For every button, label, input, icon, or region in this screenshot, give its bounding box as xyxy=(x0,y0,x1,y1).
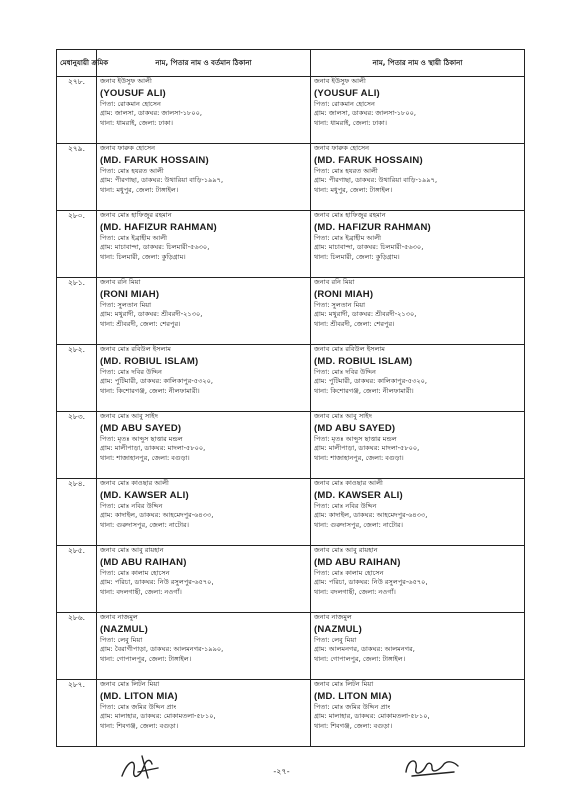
permanent-address-cell xyxy=(311,77,525,144)
table-row xyxy=(57,479,525,546)
header-serial: মেধানুযায়ী ক্রমিক xyxy=(57,50,97,77)
candidate-table xyxy=(56,49,525,747)
village-postoffice: গ্রাম: পীরগাছা, ডাকঘর: উথারিয়া বাড়ি-১৯৯৭, xyxy=(100,176,224,185)
name-bangla: জনাব মোঃ লিটন মিয়া xyxy=(100,680,160,688)
father-name: পিতা: মোঃ ইব্রাহীম আলী xyxy=(100,233,168,242)
village-postoffice: গ্রাম: মাচাবান্দা, ডাকঘর: চিলমারী-৫৬৩০, xyxy=(314,243,424,252)
table-row xyxy=(57,412,525,479)
present-address-cell xyxy=(97,345,311,412)
thana-district: থানা: শিবগঞ্জ, জেলা: বগুড়া। xyxy=(314,721,393,730)
thana-district: থানা: গোপালপুর, জেলা: টাঙ্গাইল। xyxy=(314,654,406,663)
father-name: পিতা: মোঃ হযরত আলী xyxy=(100,166,164,175)
table-row xyxy=(57,345,525,412)
name-bangla: জনাব মোঃ আবু সাইদ xyxy=(100,412,158,420)
village-postoffice: গ্রাম: জালসা, ডাকঘর: জালসা-১৮০০, xyxy=(314,109,417,118)
name-english: (YOUSUF ALI) xyxy=(100,87,166,99)
table-header-row xyxy=(57,50,525,77)
village-postoffice: গ্রাম: মালাহার, ডাকঘর: মোকামতলা-৫৮১০, xyxy=(100,712,216,721)
name-bangla: জনাব ইউসুফ আলী xyxy=(100,77,152,85)
name-english: (MD ABU RAIHAN) xyxy=(100,556,187,568)
serial-cell: ২৮৪. xyxy=(57,479,97,546)
present-address-cell xyxy=(97,77,311,144)
name-english: (MD. KAWSER ALI) xyxy=(100,489,189,501)
permanent-address-cell xyxy=(311,278,525,345)
father-name: পিতা: রোকমান হোসেন xyxy=(314,99,375,108)
serial-cell: ২৮১. xyxy=(57,278,97,345)
father-name: পিতা: মৃতঃ আব্দুস ছাত্তার মন্ডল xyxy=(100,434,183,443)
name-bangla: জনাব মোঃ রবিউল ইসলাম xyxy=(314,345,385,353)
permanent-address-cell xyxy=(311,345,525,412)
present-address-cell xyxy=(97,680,311,747)
father-name: পিতা: সুলতান মিয়া xyxy=(314,300,366,309)
table-row xyxy=(57,613,525,680)
header-present-address: নাম, পিতার নাম ও বর্তমান ঠিকানা xyxy=(97,50,311,77)
name-english: (MD. ROBIUL ISLAM) xyxy=(314,355,413,367)
village-postoffice: গ্রাম: পুটিমারী, ডাকঘর: কালিকাপুর-৫৩২০, xyxy=(314,377,428,386)
thana-district: থানা: গোপালপুর, জেলা: টাঙ্গাইল। xyxy=(100,654,192,663)
village-postoffice: গ্রাম: মালাহার, ডাকঘর: মোকামতলা-৫৮১০, xyxy=(314,712,430,721)
name-english: (MD. FARUK HOSSAIN) xyxy=(100,154,209,166)
header-permanent-address: নাম, পিতার নাম ও স্থায়ী ঠিকানা xyxy=(311,50,525,77)
permanent-address-cell xyxy=(311,680,525,747)
present-address-cell xyxy=(97,412,311,479)
thana-district: থানা: শাজাহানপুর, জেলা: বগুড়া। xyxy=(314,453,404,462)
name-bangla: জনাব ফারুক হোসেন xyxy=(314,144,370,152)
table-row xyxy=(57,278,525,345)
name-bangla: জনাব ইউসুফ আলী xyxy=(314,77,366,85)
name-bangla: জনাব নাজমুল xyxy=(314,613,352,621)
father-name: পিতা: মোঃ নবির উদ্দিন xyxy=(314,501,377,510)
thana-district: থানা: কিশোরগঞ্জ, জেলা: নীলফামারী। xyxy=(314,386,414,395)
father-name: পিতা: লেবু মিয়া xyxy=(100,635,143,644)
page-number: -২৭- xyxy=(273,767,290,776)
thana-district: থানা: ধামরাই, জেলা: ঢাকা। xyxy=(314,118,388,127)
thana-district: থানা: শ্রীবরদী, জেলা: শেরপুর। xyxy=(100,319,181,328)
name-bangla: জনাব ফারুক হোসেন xyxy=(100,144,156,152)
name-bangla: জনাব মোঃ হাফিজুর রহমান xyxy=(314,211,386,219)
name-english: (MD ABU RAIHAN) xyxy=(314,556,401,568)
thana-district: থানা: মধুপুর, জেলা: টাঙ্গাইল। xyxy=(314,185,393,194)
table-body xyxy=(57,77,525,747)
serial-cell: ২৮০. xyxy=(57,211,97,278)
name-bangla: জনাব রনি মিয়া xyxy=(100,278,141,286)
permanent-address-cell xyxy=(311,546,525,613)
right-signature xyxy=(402,752,462,782)
village-postoffice: গ্রাম: পরিচা, ডাকঘর: নিউ রসুলপুর-৬৫৭০, xyxy=(100,578,214,587)
permanent-address-cell xyxy=(311,613,525,680)
thana-district: থানা: ধামরাই, জেলা: ঢাকা। xyxy=(100,118,174,127)
village-postoffice: গ্রাম: মাচাবান্দা, ডাকঘর: চিলমারী-৫৬৩০, xyxy=(100,243,210,252)
serial-cell: ২৮২. xyxy=(57,345,97,412)
father-name: পিতা: মোঃ ইব্রাহীম আলী xyxy=(314,233,382,242)
name-english: (MD. HAFIZUR RAHMAN) xyxy=(100,221,217,233)
father-name: পিতা: মোঃ নবির উদ্দিন xyxy=(100,501,163,510)
present-address-cell xyxy=(97,546,311,613)
thana-district: থানা: গুরুদাসপুর, জেলা: নাটোর। xyxy=(100,520,189,529)
village-postoffice: গ্রাম: আলমনগর, ডাকঘর: আলমনগর, xyxy=(314,645,415,654)
father-name: পিতা: মোঃ জমির উদ্দিন প্রাং xyxy=(314,702,391,711)
father-name: পিতা: মোঃ কালাম হোসেন xyxy=(314,568,384,577)
thana-district: থানা: শ্রীবরদী, জেলা: শেরপুর। xyxy=(314,319,395,328)
thana-district: থানা: শাজাহানপুর, জেলা: বগুড়া। xyxy=(100,453,190,462)
village-postoffice: গ্রাম: মথুরাদী, ডাকঘর: শ্রীবরদী-২১৩০, xyxy=(314,310,417,319)
table-row xyxy=(57,77,525,144)
table-row xyxy=(57,144,525,211)
father-name: পিতা: মোঃ দবির উদ্দিন xyxy=(314,367,376,376)
father-name: পিতা: মোঃ কালাম হোসেন xyxy=(100,568,170,577)
name-english: (MD. ROBIUL ISLAM) xyxy=(100,355,199,367)
name-bangla: জনাব রনি মিয়া xyxy=(314,278,355,286)
thana-district: থানা: চিলমারী, জেলা: কুড়িগ্রাম। xyxy=(314,252,400,261)
father-name: পিতা: মৃতঃ আব্দুস ছাত্তার মন্ডল xyxy=(314,434,397,443)
father-name: পিতা: মোঃ জমির উদ্দিন প্রাং xyxy=(100,702,177,711)
permanent-address-cell xyxy=(311,144,525,211)
name-english: (MD. LITON MIA) xyxy=(100,690,178,702)
village-postoffice: গ্রাম: জালসা, ডাকঘর: জালসা-১৮০০, xyxy=(100,109,203,118)
serial-cell: ২৭৮. xyxy=(57,77,97,144)
present-address-cell xyxy=(97,613,311,680)
thana-district: থানা: চিলমারী, জেলা: কুড়িগ্রাম। xyxy=(100,252,186,261)
name-english: (MD. KAWSER ALI) xyxy=(314,489,403,501)
name-bangla: জনাব মোঃ কাওছার আলী xyxy=(100,479,169,487)
thana-district: থানা: মধুপুর, জেলা: টাঙ্গাইল। xyxy=(100,185,179,194)
name-english: (MD. HAFIZUR RAHMAN) xyxy=(314,221,431,233)
name-english: (NAZMUL) xyxy=(314,623,363,635)
serial-cell: ২৮৫. xyxy=(57,546,97,613)
serial-cell: ২৮৬. xyxy=(57,613,97,680)
thana-district: থানা: কিশোরগঞ্জ, জেলা: নীলফামারী। xyxy=(100,386,200,395)
father-name: পিতা: লেবু মিয়া xyxy=(314,635,357,644)
serial-cell: ২৭৯. xyxy=(57,144,97,211)
name-bangla: জনাব মোঃ আবু সাইদ xyxy=(314,412,372,420)
permanent-address-cell xyxy=(311,211,525,278)
name-english: (NAZMUL) xyxy=(100,623,149,635)
name-english: (MD ABU SAYED) xyxy=(314,422,396,434)
present-address-cell xyxy=(97,144,311,211)
father-name: পিতা: রোকমান হোসেন xyxy=(100,99,161,108)
name-bangla: জনাব মোঃ রবিউল ইসলাম xyxy=(100,345,171,353)
thana-district: থানা: বদলগাছী, জেলা: নওগাঁ। xyxy=(314,587,396,596)
name-english: (YOUSUF ALI) xyxy=(314,87,380,99)
village-postoffice: গ্রাম: পরিচা, ডাকঘর: নিউ রসুলপুর-৬৫৭০, xyxy=(314,578,428,587)
present-address-cell xyxy=(97,211,311,278)
name-english: (RONI MIAH) xyxy=(314,288,374,300)
father-name: পিতা: সুলতান মিয়া xyxy=(100,300,152,309)
name-english: (RONI MIAH) xyxy=(100,288,160,300)
thana-district: থানা: শিবগঞ্জ, জেলা: বগুড়া। xyxy=(100,721,179,730)
village-postoffice: গ্রাম: মালীপাড়া, ডাকঘর: মাদলা-৫৮০০, xyxy=(100,444,206,453)
name-bangla: জনাব নাজমুল xyxy=(100,613,138,621)
name-bangla: জনাব মোঃ লিটন মিয়া xyxy=(314,680,374,688)
table-row xyxy=(57,680,525,747)
name-bangla: জনাব মোঃ আবু রায়হান xyxy=(314,546,378,554)
present-address-cell xyxy=(97,278,311,345)
village-postoffice: গ্রাম: বৈরাগীপাড়া, ডাকঘর: আলমনগর-১৯৯০, xyxy=(100,645,224,654)
thana-district: থানা: গুরুদাসপুর, জেলা: নাটোর। xyxy=(314,520,403,529)
father-name: পিতা: মোঃ হযরত আলী xyxy=(314,166,378,175)
village-postoffice: গ্রাম: পুটিমারী, ডাকঘর: কালিকাপুর-৫৩২০, xyxy=(100,377,214,386)
name-english: (MD. LITON MIA) xyxy=(314,690,392,702)
name-bangla: জনাব মোঃ হাফিজুর রহমান xyxy=(100,211,172,219)
village-postoffice: গ্রাম: কাদাইল, ডাকঘর: আহমেদপুর-৬৪৩৩, xyxy=(314,511,428,520)
serial-cell: ২৮৩. xyxy=(57,412,97,479)
village-postoffice: গ্রাম: পীরগাছা, ডাকঘর: উথারিয়া বাড়ি-১৯৯৭, xyxy=(314,176,438,185)
father-name: পিতা: মোঃ দবির উদ্দিন xyxy=(100,367,162,376)
village-postoffice: গ্রাম: কাদাইল, ডাকঘর: আহমেদপুর-৬৪৩৩, xyxy=(100,511,214,520)
permanent-address-cell xyxy=(311,412,525,479)
present-address-cell xyxy=(97,479,311,546)
name-bangla: জনাব মোঃ কাওছার আলী xyxy=(314,479,383,487)
village-postoffice: গ্রাম: মথুরাদী, ডাকঘর: শ্রীবরদী-২১৩০, xyxy=(100,310,203,319)
name-english: (MD. FARUK HOSSAIN) xyxy=(314,154,423,166)
name-english: (MD ABU SAYED) xyxy=(100,422,182,434)
thana-district: থানা: বদলগাছী, জেলা: নওগাঁ। xyxy=(100,587,182,596)
name-bangla: জনাব মোঃ আবু রায়হান xyxy=(100,546,164,554)
serial-cell: ২৮৭. xyxy=(57,680,97,747)
permanent-address-cell xyxy=(311,479,525,546)
village-postoffice: গ্রাম: মালীপাড়া, ডাকঘর: মাদলা-৫৮০০, xyxy=(314,444,420,453)
table-row xyxy=(57,546,525,613)
table-row xyxy=(57,211,525,278)
